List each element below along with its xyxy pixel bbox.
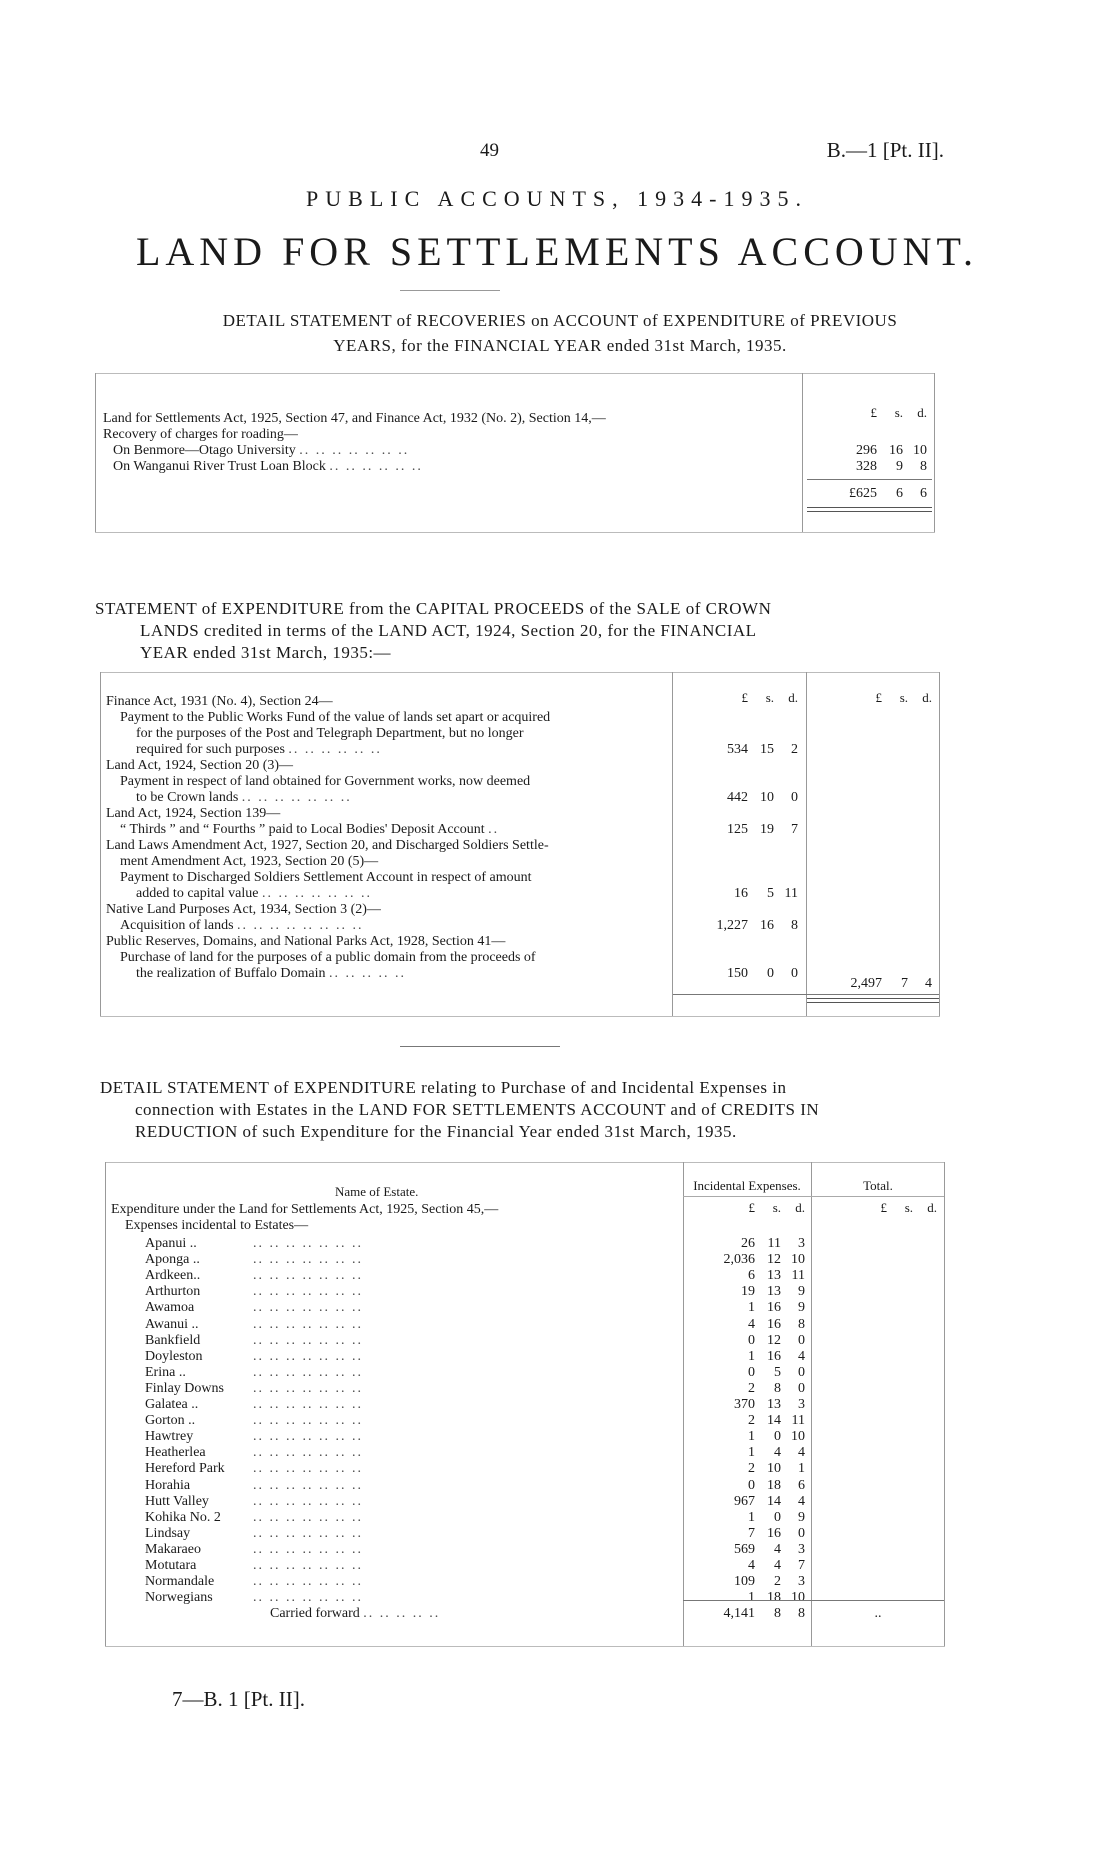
estate-row: Erina .. .. .. .. .. .. .. .. bbox=[145, 1365, 363, 1380]
table-right-border bbox=[934, 373, 935, 533]
main-title: LAND FOR SETTLEMENTS ACCOUNT. bbox=[135, 229, 979, 274]
statute-line: Land for Settlements Act, 1925, Section 47, and Finance Act, 1932 (No. 2), Section 14,— bbox=[103, 411, 606, 426]
section3-heading-line3: REDUCTION of such Expenditure for the Financial Year ended 31st March, 1935. bbox=[135, 1122, 737, 1141]
section-divider bbox=[400, 1046, 560, 1047]
amount: 442 10 0 bbox=[727, 790, 798, 805]
estate-amount: 1 0 10 bbox=[748, 1429, 805, 1444]
estate-row: Ardkeen.. .. .. .. .. .. .. .. bbox=[145, 1268, 363, 1283]
total-rule bbox=[673, 994, 939, 995]
estate-name: Kohika No. 2 bbox=[145, 1510, 221, 1525]
estate-row: Heatherlea .. .. .. .. .. .. .. bbox=[145, 1445, 363, 1460]
column-header-lsd: £ s. d. bbox=[741, 690, 798, 705]
estate-amount: 370 13 3 bbox=[734, 1397, 805, 1412]
column-header-lsd: £ s. d. bbox=[748, 1200, 805, 1215]
document-reference: B.—1 [Pt. II]. bbox=[826, 138, 944, 162]
statute-line: ment Amendment Act, 1923, Section 20 (5)— bbox=[120, 854, 379, 869]
estate-name: Arthurton bbox=[145, 1284, 201, 1299]
estate-row: Horahia .. .. .. .. .. .. .. bbox=[145, 1478, 363, 1493]
estate-name: Awanui .. bbox=[145, 1317, 199, 1332]
statute-line: Land Act, 1924, Section 139— bbox=[106, 806, 281, 821]
estate-row: Hereford Park .. .. .. .. .. .. .. bbox=[145, 1461, 363, 1476]
table-left-border bbox=[105, 1162, 106, 1647]
section1-heading-line2: YEARS, for the FINANCIAL YEAR ended 31st March, 1935. bbox=[333, 336, 787, 355]
section2-total: 2,497 7 4 bbox=[850, 976, 932, 991]
estate-amount: 0 12 0 bbox=[748, 1333, 805, 1348]
table-left-border bbox=[100, 672, 101, 1017]
estate-name: Heatherlea bbox=[145, 1445, 206, 1460]
estate-name: Makaraeo bbox=[145, 1542, 201, 1557]
estate-name: Ardkeen.. bbox=[145, 1268, 201, 1283]
page-signature: 7—B. 1 [Pt. II]. bbox=[172, 1687, 305, 1711]
estate-amount: 1 16 9 bbox=[748, 1300, 805, 1315]
description-line: the realization of Buffalo Domain .. .. .. .. .. bbox=[136, 966, 406, 981]
table-right-border bbox=[939, 672, 940, 1017]
estate-name: Hereford Park bbox=[145, 1461, 225, 1476]
estate-row: Makaraeo .. .. .. .. .. .. .. bbox=[145, 1542, 363, 1557]
total-double-rule bbox=[807, 507, 932, 512]
amount: 1,227 16 8 bbox=[716, 918, 798, 933]
amount: 150 0 0 bbox=[727, 966, 798, 981]
description-line: Payment to Discharged Soldiers Settlement Account in respect of amount bbox=[120, 870, 532, 885]
estate-row: Hawtrey .. .. .. .. .. .. .. bbox=[145, 1429, 363, 1444]
estate-name: Gorton .. bbox=[145, 1413, 196, 1428]
estate-name: Hawtrey bbox=[145, 1429, 194, 1444]
estate-name: Finlay Downs bbox=[145, 1381, 224, 1396]
section2-heading-line1: STATEMENT of EXPENDITURE from the CAPITAL PROCEEDS of the SALE of CROWN bbox=[95, 599, 772, 618]
description-line: Acquisition of lands .. .. .. .. .. .. .. .. bbox=[120, 918, 364, 933]
list-item: On Wanganui River Trust Loan Block .. .. .. .. .. .. bbox=[113, 459, 423, 474]
description-line: required for such purposes .. .. .. .. .. .. bbox=[136, 742, 382, 757]
estate-name: Aponga .. bbox=[145, 1252, 200, 1267]
estate-name: Galatea .. bbox=[145, 1397, 199, 1412]
carried-forward-line: Carried forward .. .. .. .. .. bbox=[270, 1606, 441, 1621]
estate-amount: 4 4 7 bbox=[748, 1558, 805, 1573]
series-title: PUBLIC ACCOUNTS, 1934-1935. bbox=[306, 186, 808, 211]
estate-row: Awamoa .. .. .. .. .. .. .. bbox=[145, 1300, 363, 1315]
estate-amount: 2 8 0 bbox=[748, 1381, 805, 1396]
estate-amount: 0 5 0 bbox=[748, 1365, 805, 1380]
table-left-border bbox=[95, 373, 96, 533]
amount: 534 15 2 bbox=[727, 742, 798, 757]
estate-amount: 1 16 4 bbox=[748, 1349, 805, 1364]
description-line: to be Crown lands .. .. .. .. .. .. .. bbox=[136, 790, 352, 805]
table-top-border bbox=[95, 373, 935, 374]
column-header-name: Name of Estate. bbox=[335, 1184, 419, 1199]
statute-line: Land Laws Amendment Act, 1927, Section 20, and Discharged Soldiers Settle- bbox=[106, 838, 549, 853]
estate-row: Galatea .. .. .. .. .. .. .. .. bbox=[145, 1397, 363, 1412]
expenses-line: Expenses incidental to Estates— bbox=[125, 1218, 309, 1233]
amount: 125 19 7 bbox=[727, 822, 798, 837]
estate-amount: 26 11 3 bbox=[741, 1236, 805, 1251]
estate-name: Norwegians bbox=[145, 1590, 213, 1605]
statute-line: Public Reserves, Domains, and National Parks Act, 1928, Section 41— bbox=[106, 934, 506, 949]
recovery-line: Recovery of charges for roading— bbox=[103, 427, 298, 442]
table-right-border bbox=[944, 1162, 945, 1647]
description-line: Payment in respect of land obtained for Government works, now deemed bbox=[120, 774, 531, 789]
estate-amount: 4 16 8 bbox=[748, 1317, 805, 1332]
estate-amount: 7 16 0 bbox=[748, 1526, 805, 1541]
total-double-rule bbox=[807, 998, 939, 1003]
estate-name: Motutara bbox=[145, 1558, 197, 1573]
estate-row: Aponga .. .. .. .. .. .. .. .. bbox=[145, 1252, 363, 1267]
column-header-lsd: £ s. d. bbox=[875, 690, 932, 705]
section1-heading-line1: DETAIL STATEMENT of RECOVERIES on ACCOUNT of EXPENDITURE of PREVIOUS bbox=[222, 311, 898, 330]
description-line: for the purposes of the Post and Telegraph Department, but no longer bbox=[136, 726, 524, 741]
column-divider bbox=[672, 672, 673, 1017]
estate-name: Horahia bbox=[145, 1478, 191, 1493]
estate-amount: 2 10 1 bbox=[748, 1461, 805, 1476]
estate-amount: 109 2 3 bbox=[734, 1574, 805, 1589]
column-divider bbox=[683, 1162, 684, 1647]
estate-row: Motutara .. .. .. .. .. .. .. bbox=[145, 1558, 363, 1573]
estate-amount: 569 4 3 bbox=[734, 1542, 805, 1557]
list-item: On Benmore—Otago University .. .. .. .. .. .. .. bbox=[113, 443, 410, 458]
title-rule bbox=[400, 290, 500, 291]
column-divider bbox=[806, 672, 807, 1017]
section3-heading-line2: connection with Estates in the LAND FOR SETTLEMENTS ACCOUNT and of CREDITS IN bbox=[135, 1100, 820, 1119]
estate-row: Doyleston .. .. .. .. .. .. .. bbox=[145, 1349, 363, 1364]
statute-line: Finance Act, 1931 (No. 4), Section 24— bbox=[106, 694, 333, 709]
estate-name: Hutt Valley bbox=[145, 1494, 209, 1509]
estate-row: Awanui .. .. .. .. .. .. .. .. bbox=[145, 1317, 363, 1332]
statute-line: Land Act, 1924, Section 20 (3)— bbox=[106, 758, 294, 773]
estate-row: Norwegians .. .. .. .. .. .. .. bbox=[145, 1590, 363, 1605]
table-bottom-border bbox=[100, 1016, 940, 1017]
estate-row: Kohika No. 2 .. .. .. .. .. .. .. bbox=[145, 1510, 363, 1525]
column-header-total: Total. bbox=[863, 1178, 893, 1193]
estate-amount: 967 14 4 bbox=[734, 1494, 805, 1509]
description-line: “ Thirds ” and “ Fourths ” paid to Local Bodies' Deposit Account .. bbox=[120, 822, 500, 837]
amount: 328 9 8 bbox=[856, 459, 927, 474]
amount: 296 16 10 bbox=[856, 443, 927, 458]
header-rule bbox=[683, 1196, 944, 1197]
estate-name: Erina .. bbox=[145, 1365, 186, 1380]
estate-amount: 0 18 6 bbox=[748, 1478, 805, 1493]
section2-heading-line3: YEAR ended 31st March, 1935:— bbox=[140, 643, 392, 662]
estate-name: Bankfield bbox=[145, 1333, 201, 1348]
section2-heading-line2: LANDS credited in terms of the LAND ACT, 1924, Section 20, for the FINANCIAL bbox=[140, 621, 757, 640]
estate-row: Normandale .. .. .. .. .. .. .. bbox=[145, 1574, 363, 1589]
description-line: Payment to the Public Works Fund of the value of lands set apart or acquired bbox=[120, 710, 551, 725]
estate-name: Apanui .. bbox=[145, 1236, 197, 1251]
section3-heading-line1: DETAIL STATEMENT of EXPENDITURE relating to Purchase of and Incidental Expenses in bbox=[100, 1078, 787, 1097]
section1-table bbox=[95, 373, 935, 533]
column-header-lsd: £ s. d. bbox=[870, 405, 927, 420]
section3-table bbox=[105, 1162, 945, 1647]
estate-name: Awamoa bbox=[145, 1300, 195, 1315]
statute-line: Native Land Purposes Act, 1934, Section 3 (2)— bbox=[106, 902, 381, 917]
estate-name: Lindsay bbox=[145, 1526, 191, 1541]
carried-forward-rule bbox=[683, 1600, 944, 1601]
estate-row: Lindsay .. .. .. .. .. .. .. bbox=[145, 1526, 363, 1541]
estate-amount: 1 4 4 bbox=[748, 1445, 805, 1460]
estate-row: Hutt Valley .. .. .. .. .. .. .. bbox=[145, 1494, 363, 1509]
page-number: 49 bbox=[480, 140, 499, 161]
estate-amount: 19 13 9 bbox=[741, 1284, 805, 1299]
total-rule bbox=[807, 479, 932, 480]
table-bottom-border bbox=[95, 532, 935, 533]
column-header-lsd: £ s. d. bbox=[880, 1200, 937, 1215]
estate-amount: 1 0 9 bbox=[748, 1510, 805, 1525]
carried-forward-total: .. bbox=[874, 1606, 882, 1621]
estate-row: Finlay Downs .. .. .. .. .. .. .. bbox=[145, 1381, 363, 1396]
estate-amount: 6 13 11 bbox=[748, 1268, 805, 1283]
estate-row: Apanui .. .. .. .. .. .. .. .. bbox=[145, 1236, 363, 1251]
column-divider bbox=[802, 373, 803, 533]
estate-row: Gorton .. .. .. .. .. .. .. .. bbox=[145, 1413, 363, 1428]
amount: 16 5 11 bbox=[734, 886, 798, 901]
estate-name: Doyleston bbox=[145, 1349, 203, 1364]
table-bottom-border bbox=[105, 1646, 945, 1647]
statute-line: Expenditure under the Land for Settlements Act, 1925, Section 45,— bbox=[111, 1202, 499, 1217]
description-line: added to capital value .. .. .. .. .. .. .. bbox=[136, 886, 372, 901]
section2-table bbox=[100, 672, 940, 1017]
section1-total: £625 6 6 bbox=[849, 486, 927, 501]
description-line: Purchase of land for the purposes of a public domain from the proceeds of bbox=[120, 950, 536, 965]
column-header-incidental: Incidental Expenses. bbox=[693, 1178, 801, 1193]
table-top-border bbox=[100, 672, 940, 673]
table-top-border bbox=[105, 1162, 945, 1163]
estate-amount: 2,036 12 10 bbox=[723, 1252, 805, 1267]
column-divider bbox=[811, 1162, 812, 1647]
estate-row: Arthurton .. .. .. .. .. .. .. bbox=[145, 1284, 363, 1299]
estate-amount: 1 18 10 bbox=[748, 1590, 805, 1605]
estate-row: Bankfield .. .. .. .. .. .. .. bbox=[145, 1333, 363, 1348]
carried-forward-amount: 4,141 8 8 bbox=[723, 1606, 805, 1621]
estate-name: Normandale bbox=[145, 1574, 215, 1589]
estate-amount: 2 14 11 bbox=[748, 1413, 805, 1428]
